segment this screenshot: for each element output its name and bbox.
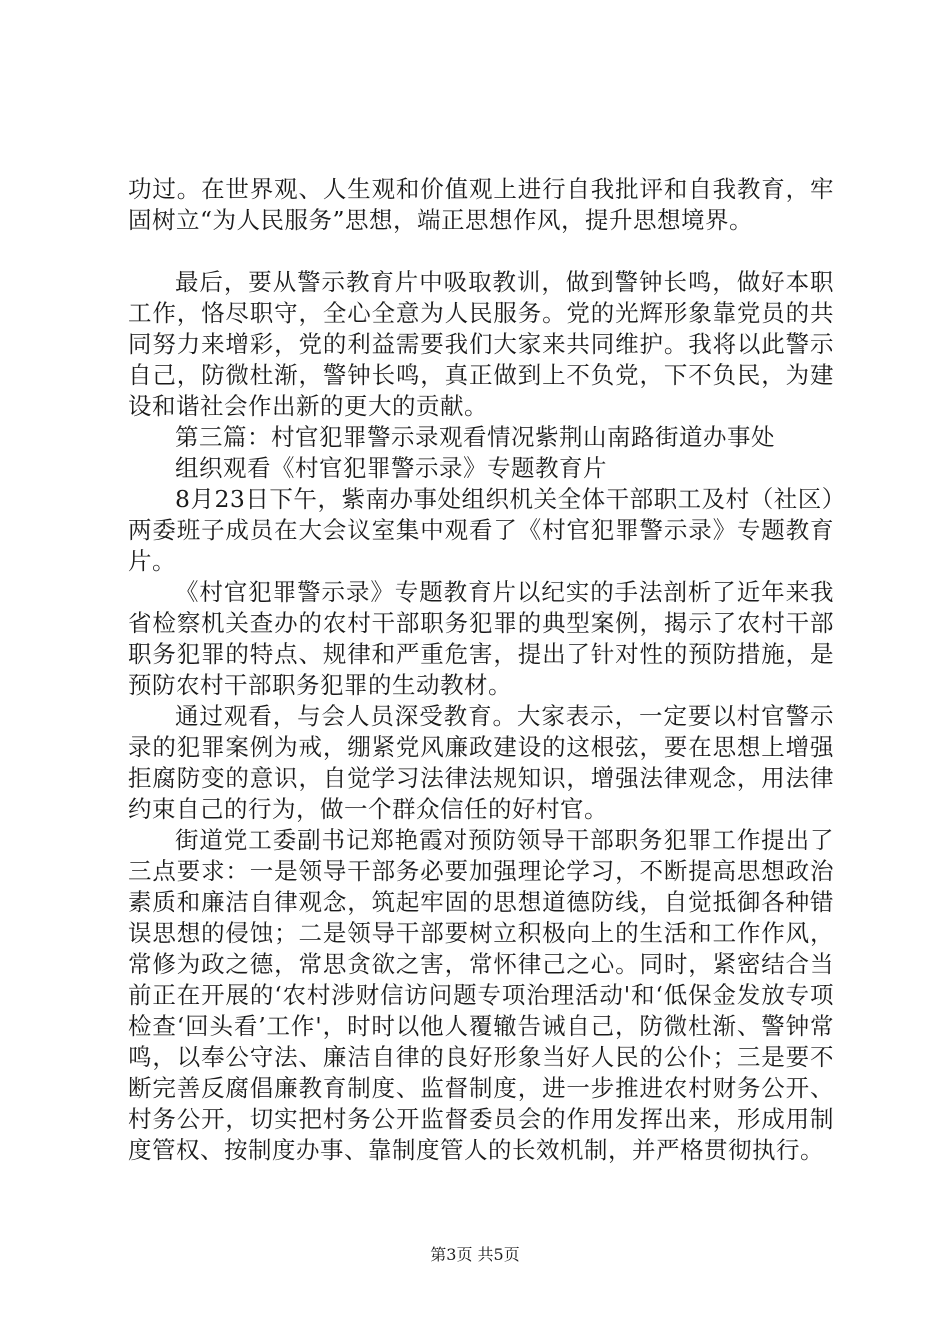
paragraph-film-summary: 《村官犯罪警示录》专题教育片以纪实的手法剖析了近年来我省检察机关查办的农村干部职务犯罪的典型案例，揭示了农村干部职务犯罪的特点、规律和严重危害，提出了针对性的预防措施，是预防农村干部职务犯罪的生动教材。 <box>128 578 834 699</box>
paragraph-requirements: 街道党工委副书记郑艳霞对预防领导干部职务犯罪工作提出了三点要求：一是领导干部务必要加强理论学习，不断提高思想政治素质和廉洁自律观念，筑起牢固的思想道德防线，自觉抵御各种错误思想的侵蚀；二是领导干部要树立积极向上的生活和工作作风，常修为政之德，常思贪欲之害，常怀律己之心。同时，紧密结合当前正在开展的‘农村涉财信访问题专项治理活动'和‘低保金发放专项检查‘回头看’工作'，时时以他人覆辙告诫自己，防微杜渐、警钟常鸣，以奉公守法、廉洁自律的良好形象当好人民的公仆；三是要不断完善反腐倡廉教育制度、监督制度，进一步推进农村财务公开、村务公开，切实把村务公开监督委员会的作用发挥出来，形成用制度管权、按制度办事、靠制度管人的长效机制，并严格贯彻执行。 <box>128 826 834 1164</box>
section-heading: 第三篇：村官犯罪警示录观看情况紫荆山南路街道办事处 <box>175 423 775 451</box>
paragraph-conclusion: 最后，要从警示教育片中吸取教训，做到警钟长鸣，做好本职工作，恪尽职守，全心全意为人民服务。党的光辉形象靠党员的共同努力来增彩，党的利益需要我们大家来共同维护。我将以此警示自己，防微杜渐，警钟长鸣，真正做到上不负党，下不负民，为建设和谐社会作出新的更大的贡献。 <box>128 268 834 420</box>
page-number-footer: 第3页 共5页 <box>430 1245 520 1264</box>
paragraph-reaction: 通过观看，与会人员深受教育。大家表示，一定要以村官警示录的犯罪案例为戒，绷紧党风廉政建设的这根弦，要在思想上增强拒腐防变的意识，自觉学习法律法规知识，增强法律观念，用法律约束自己的行为，做一个群众信任的好村官。 <box>128 702 834 823</box>
section-subheading: 组织观看《村官犯罪警示录》专题教育片 <box>175 454 607 482</box>
paragraph-event: 8月23日下午，紫南办事处组织机关全体干部职工及村（社区）两委班子成员在大会议室集中观看了《村官犯罪警示录》专题教育片。 <box>128 485 834 575</box>
paragraph-continuation: 功过。在世界观、人生观和价值观上进行自我批评和自我教育，牢固树立“为人民服务”思想，端正思想作风，提升思想境界。 <box>128 175 834 234</box>
document-body <box>128 174 834 1166</box>
